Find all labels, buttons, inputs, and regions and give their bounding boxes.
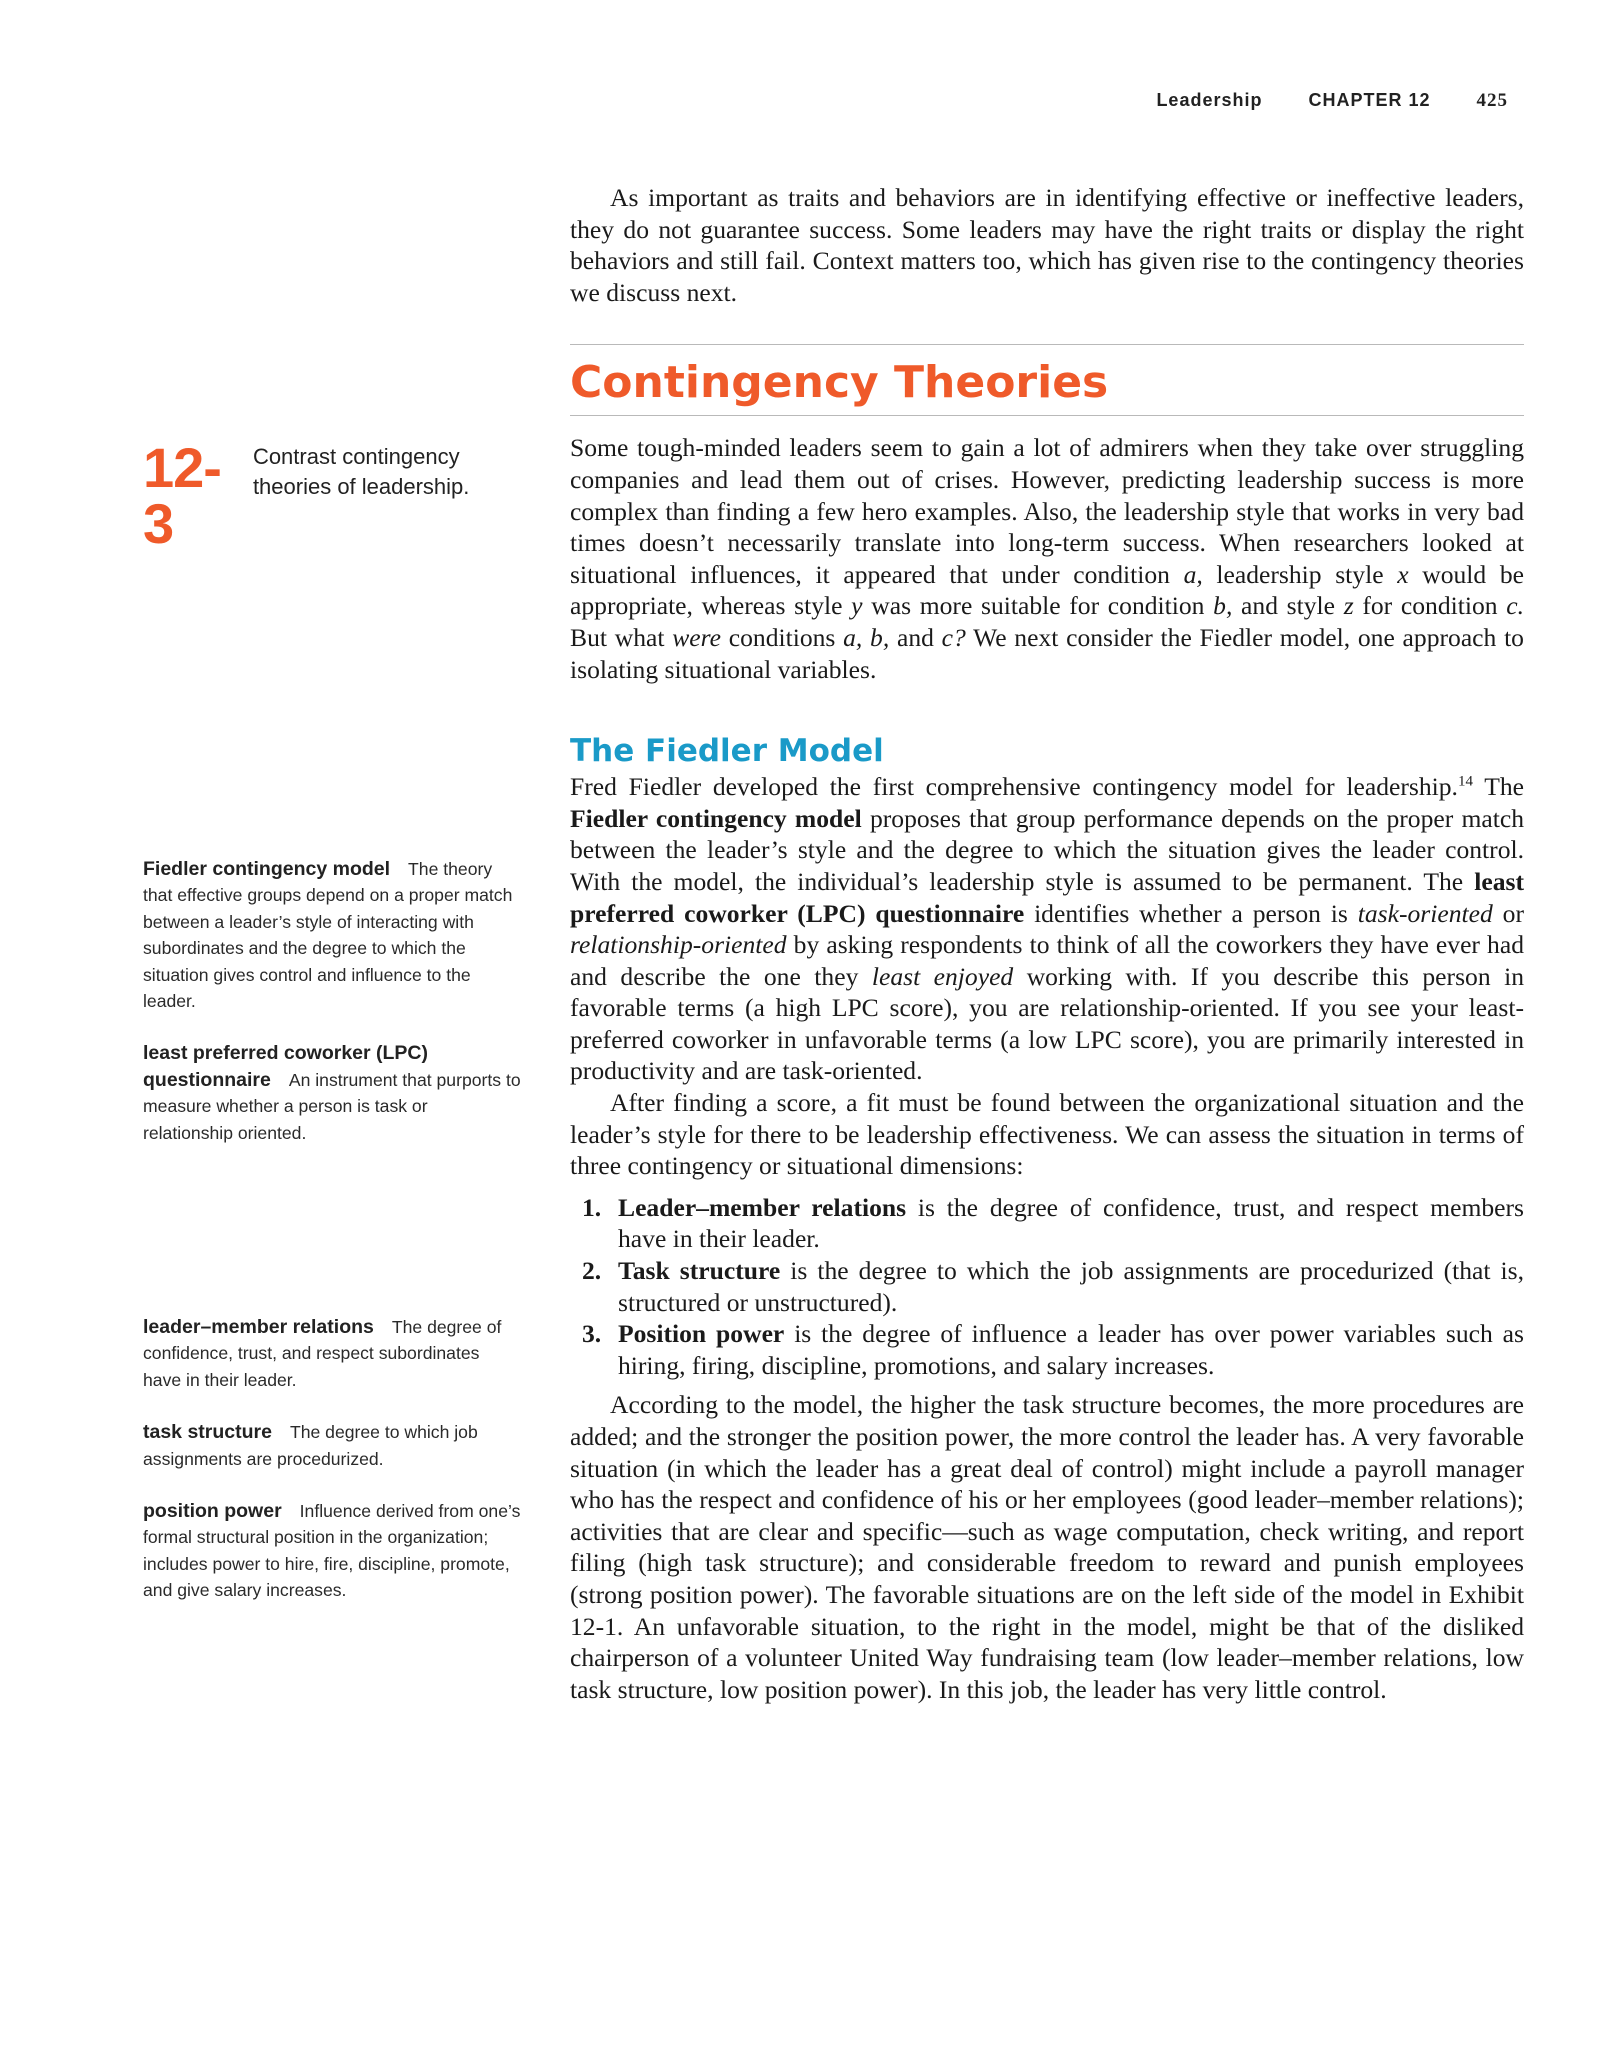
glossary-entry [143, 1314, 521, 1393]
header-section: Leadership [1156, 90, 1263, 110]
glossary-term: Fiedler contingency model [143, 858, 391, 880]
situation-paragraph: After finding a score, a fit must be found between the organizational situation and the leader’s style for there to be leadership effectiveness. We can assess the situation in terms of three contingency or situational dimensions: [570, 1088, 1524, 1181]
glossary-definition: The degree to which job assignments are procedurized. [143, 1422, 478, 1469]
glossary-term: least preferred coworker (LPC) questionnaire [143, 1042, 429, 1091]
objective-text: Contrast contingency theories of leadership. [252, 444, 470, 499]
glossary-entry [143, 1040, 521, 1146]
list-item: 1. Leader–member relations is the degree of confidence, trust, and respect members have in their leader. [582, 1192, 1524, 1254]
contingency-paragraph: Some tough-minded leaders seem to gain a lot of admirers when they take over struggling companies and lead them out of crises. However, predicting leadership success is more complex than finding a few hero examples. Also, the leadership style that works in very bad times doesn’t necessarily translate into long-term success. When researchers looked at situational influences, it appeared that under condition a, leadership style x would be appropriate, whereas style y was more suitable for condition b, and style z for condition c. But what were conditions a, b, and c? We next consider the Fiedler model, one approach to isolating situational variables. [570, 433, 1525, 684]
section-title: Contingency Theories [570, 357, 1109, 409]
section-rule-bottom [570, 415, 1524, 416]
objective-number: 12-3 [143, 436, 221, 555]
glossary-entry [143, 856, 521, 1014]
glossary-entry [143, 1419, 521, 1472]
page-number: 425 [1476, 90, 1508, 111]
margin-glossary-1 [143, 856, 521, 1172]
main-column [570, 182, 1524, 1705]
learning-objective [143, 436, 513, 555]
glossary-term: position power [143, 1500, 282, 1523]
glossary-definition: Influence derived from one’s formal structural position in the organization; includes power to hire, fire, discipline, promote, and give salary increases. [143, 1501, 521, 1601]
intro-paragraph: As important as traits and behaviors are in identifying effective or ineffective leaders, they do not guarantee success. Some leaders may have the right traits or display the right behaviors and still fail. Context matters too, which has given rise to the contingency theories we discuss next. [570, 183, 1524, 307]
dimensions-list [570, 1192, 1524, 1382]
glossary-definition: The theory that effective groups depend on a proper match between a leader’s style of interacting with subordinates and the degree to which the situation gives control and influence to the leader. [143, 859, 513, 1012]
list-item: 3. Position power is the degree of influence a leader has over power variables such as hiring, firing, discipline, promotions, and salary increases. [582, 1319, 1524, 1380]
glossary-entry [143, 1498, 521, 1604]
model-paragraph: According to the model, the higher the task structure becomes, the more procedures are added; and the stronger the position power, the more control the leader has. A very favorable situation (in which the leader has a great deal of control) might include a payroll manager who has the respect and confidence of his or her employees (good leader–member relations); activities that are clear and specific—such as wage computation, check writing, and report filing (high task structure); and considerable freedom to reward and punish employees (strong position power). The favorable situations are on the left side of the model in Exhibit 12-1. An unfavorable situation, to the right in the model, might be that of the disliked chairperson of a volunteer United Way fundraising team (low leader–member relations, low task structure, low position power). In this job, the leader has very little control. [570, 1390, 1524, 1704]
footnote-ref[interactable]: 14 [1457, 773, 1473, 790]
subsection-title: The Fiedler Model [570, 733, 884, 770]
glossary-term: task structure [143, 1421, 272, 1444]
margin-glossary-2 [143, 1314, 521, 1630]
fiedler-paragraph: Fred Fiedler developed the first comprehensive contingency model for leadership.$^{14}$ The Fiedler contingency model proposes that group performance depends on the proper match between the leader’s style and the degree to which the situation gives the leader control. With the model, the individual’s leadership style is assumed to be permanent. The least preferred coworker (LPC) questionnaire identifies whether a person is task-oriented or relationship-oriented by asking respondents to think of all the coworkers they have ever had and describe the one they least enjoyed working with. If you describe this person in favorable terms (a high LPC score), you are relationship-oriented. If you see your least-preferred coworker in unfavorable terms (a low LPC score), you are primarily interested in productivity and are task-oriented. [570, 772, 1525, 1086]
glossary-definition: An instrument that purports to measure whether a person is task or relationship oriented. [143, 1069, 521, 1143]
glossary-definition: The degree of confidence, trust, and respect subordinates have in their leader. [143, 1317, 502, 1390]
list-item: 2. Task structure is the degree to which the job assignments are procedurized (that is, structured or unstructured). [582, 1256, 1525, 1317]
running-head [1156, 90, 1508, 112]
header-chapter: CHAPTER 12 [1308, 90, 1431, 110]
glossary-term: leader–member relations [143, 1316, 374, 1338]
